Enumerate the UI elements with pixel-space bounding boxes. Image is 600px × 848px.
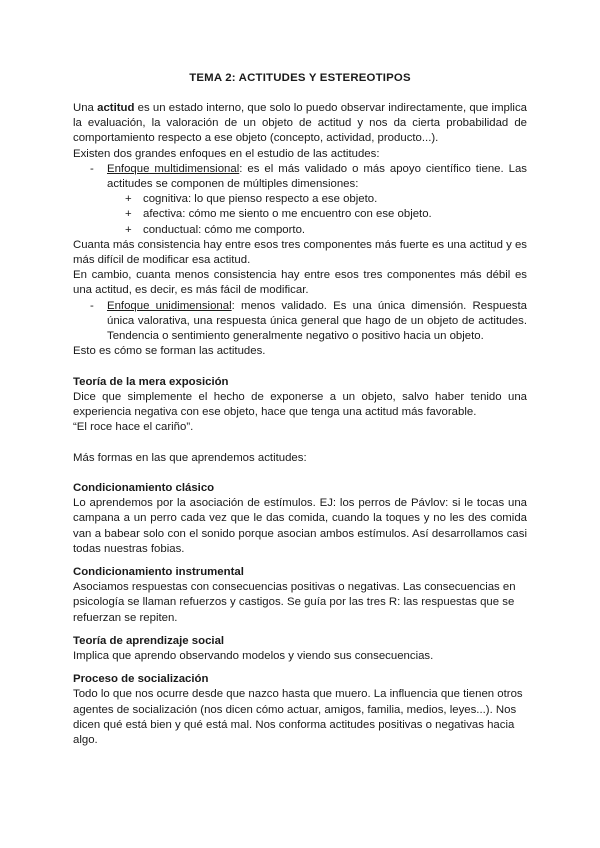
socializacion-text: Todo lo que nos ocurre desde que nazco hasta que muero. La influencia que tienen otros agentes de socialización (nos dicen cómo actuar, amigos, familia, medios, leyes...). Nos dicen qué está bien y qué está mal. Nos conforma actitudes positivas o negativas hacia algo.: [73, 688, 523, 747]
enfoques-intro: Existen dos grandes enfoques en el estudio de las actitudes:: [73, 147, 380, 160]
enfoque-multidimensional-text: : es el más validado o más apoyo científico tiene. Las actitudes se componen de múltiples dimensiones:: [107, 162, 528, 191]
aprendizaje-social-text: Implica que aprendo observando modelos y viendo sus consecuencias.: [73, 650, 434, 663]
mas-formas-paragraph: Más formas en las que aprendemos actitudes:: [73, 451, 307, 464]
enfoque-unidimensional-text: : menos validado. Es una única dimensión. Respuesta única valorativa, una respuesta única general que hago de un objeto de actitudes. Tendencia o sentimiento generalmente negativo o positivo hacia un objeto.: [107, 299, 528, 343]
document-body: [73, 101, 527, 748]
condicionamiento-clasico-heading: Condicionamiento clásico: [73, 482, 215, 495]
component-item-cognitiva: [73, 192, 527, 207]
mera-exposicion-quote: “El roce hace el cariño”.: [73, 421, 194, 434]
mera-exposicion-text: Dice que simplemente el hecho de exponerse a un objeto, salvo haber tenido una experiencia negativa con ese objeto, hace que tenga una actitud más favorable.: [73, 390, 527, 419]
component-conductual: conductual: cómo me comporto.: [143, 223, 306, 236]
consistencia-menos-paragraph: En cambio, cuanta menos consistencia hay entre esos tres componentes más débil es una actitud, es decir, es más fácil de modificar.: [73, 269, 527, 297]
dash-bullet: -: [90, 299, 94, 312]
document-title: TEMA 2: ACTITUDES Y ESTEREOTIPOS: [189, 72, 411, 84]
formacion-paragraph: Esto es cómo se forman las actitudes.: [73, 345, 266, 358]
consistencia-mas-paragraph: Cuanta más consistencia hay entre esos tres componentes más fuerte es una actitud y es más difícil de modificar esa actitud.: [73, 238, 527, 267]
intro-rest: es un estado interno, que solo lo puedo observar indirectamente, que implica la evaluación, la valoración de un objeto de actitud y nos da cierta probabilidad de comportamiento respecto a ese objeto (concepto, actividad, producto...).: [73, 102, 527, 145]
intro-paragraph: [73, 101, 527, 147]
socializacion-heading: Proceso de socialización: [73, 673, 209, 686]
actitud-term: actitud: [97, 102, 135, 114]
enfoque-unidimensional-label: Enfoque unidimensional: [107, 299, 232, 312]
component-afectiva: afectiva: cómo me siento o me encuentro con ese objeto.: [143, 208, 432, 221]
condicionamiento-instrumental-text: Asociamos respuestas con consecuencias positivas o negativas. Las consecuencias en psicología se llaman refuerzos y castigos. Se guía por las tres R: las respuestas que se refuerzan se repiten.: [73, 581, 516, 624]
aprendizaje-social-heading: Teoría de aprendizaje social: [73, 634, 225, 647]
enfoque-multidimensional-label: Enfoque multidimensional: [107, 162, 240, 175]
dash-bullet: -: [90, 162, 94, 175]
component-item-afectiva: [73, 207, 527, 222]
plus-bullet: +: [125, 223, 132, 236]
condicionamiento-clasico-text: Lo aprendemos por la asociación de estímulos. EJ: los perros de Pávlov: si le tocas una campana a un perro cada vez que le das comida, cuando la toques y no les des comida van a babear solo con el sonido porque asocian ambos estímulos. Así desarrollamos casi todas nuestras fobias.: [73, 497, 527, 555]
mera-exposicion-heading: Teoría de la mera exposición: [73, 375, 229, 388]
plus-bullet: +: [125, 193, 132, 206]
enfoque-multidimensional-item: [73, 162, 527, 192]
component-item-conductual: [73, 223, 527, 238]
plus-bullet: +: [125, 208, 132, 221]
intro-prefix: Una: [73, 102, 98, 114]
component-cognitiva: cognitiva: lo que pienso respecto a ese objeto.: [143, 193, 378, 206]
condicionamiento-instrumental-heading: Condicionamiento instrumental: [73, 566, 244, 579]
enfoque-unidimensional-item: [73, 299, 527, 345]
